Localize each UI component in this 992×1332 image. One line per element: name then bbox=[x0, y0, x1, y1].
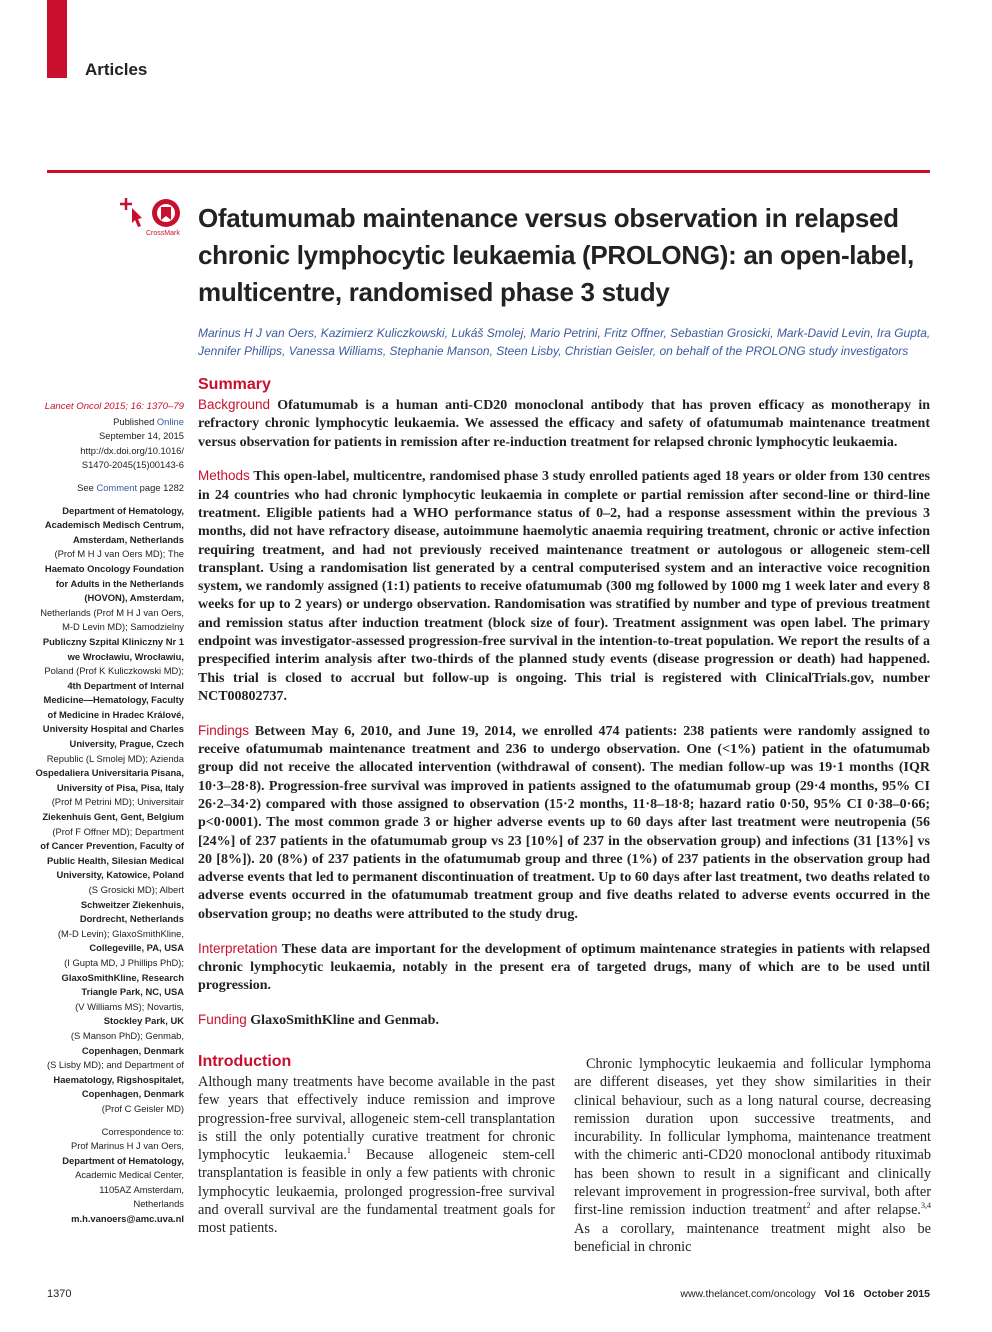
affiliation-line: we Wrocławiu, Wrocławiu, bbox=[67, 650, 184, 662]
affiliation-line: Copenhagen, Denmark bbox=[81, 1044, 184, 1056]
affiliation-line: Amsterdam, Netherlands bbox=[73, 533, 184, 545]
correspondence-line: Correspondence to: bbox=[101, 1125, 184, 1137]
affiliation-line: Poland (Prof K Kuliczkowski MD); bbox=[44, 665, 184, 677]
intro-column-2: Chronic lymphocytic leukaemia and follicular lymphoma are different diseases, yet they show similarities in their clinical behaviour, such as a long natural course, decreasing remission duration upon successive treatments, and incurability. In follicular lymphoma, maintenance treatment with the chimeric anti-CD20 monoclonal antibody rituximab has been shown to result in a significant and clinically relevant improvement in progression-free survival, both after first-line remission induction treatment$^2$ and after relapse.$^{3,4}$ As a corollary, maintenance treatment might also be beneficial in chronic bbox=[574, 1056, 931, 1255]
affiliation-line: (M-D Levin); GlaxoSmithKline, bbox=[57, 927, 184, 939]
funding-label: Funding bbox=[198, 1011, 247, 1027]
abstract-background bbox=[198, 396, 930, 452]
affiliation-line: of Medicine in Hradec Králové, bbox=[47, 708, 184, 720]
affiliation-line: (HOVON), Amsterdam, bbox=[84, 592, 184, 604]
affiliation-line: (S Lisby MD); and Department of bbox=[46, 1059, 184, 1071]
affiliation-line: Triangle Park, NC, USA bbox=[81, 986, 184, 998]
page-number: 1370 bbox=[47, 1288, 72, 1300]
affiliation-line: M-D Levin MD); Samodzielny bbox=[62, 621, 184, 633]
affiliation-line: (I Gupta MD, J Phillips PhD); bbox=[64, 956, 184, 968]
correspondence-line: Prof Marinus H J van Oers, bbox=[70, 1140, 184, 1152]
affiliation-line: (Prof M H J van Oers MD); The bbox=[54, 548, 184, 560]
affiliation-line: Stockley Park, UK bbox=[103, 1015, 184, 1027]
affiliation-line: Ziekenhuis Gent, Gent, Belgium bbox=[42, 811, 184, 823]
affiliation-line: 4th Department of Internal bbox=[67, 679, 184, 691]
affiliation-line: Haemato Oncology Foundation bbox=[44, 562, 184, 574]
doi-line-2[interactable]: S1470-2045(15)00143-6 bbox=[81, 459, 184, 471]
interpretation-text: These data are important for the development of optimum maintenance strategies in patients with relapsed chronic lymphocytic leukaemia, notably in the present era of targeted drugs, many of which are to be used until progression. bbox=[198, 941, 930, 994]
abstract-funding bbox=[198, 1011, 930, 1030]
affiliation-line: Department of Hematology, bbox=[62, 504, 184, 516]
footer-volume: Vol 16 bbox=[824, 1288, 855, 1300]
correspondence-line: 1105AZ Amsterdam, bbox=[99, 1183, 184, 1195]
funding-text: GlaxoSmithKline and Genmab. bbox=[250, 1012, 439, 1028]
footer-journal-info bbox=[680, 1288, 930, 1300]
reference-marker: 1 bbox=[346, 1146, 351, 1156]
affiliation-line: (S Grosicki MD); Albert bbox=[88, 884, 184, 895]
correspondence-line: Academic Medical Center, bbox=[75, 1169, 184, 1181]
abstract-findings bbox=[198, 722, 930, 924]
article-title: Ofatumumab maintenance versus observation in relapsed chronic lymphocytic leukaemia (PROLONG): an open-label, multicentre, randomised phase 3 study bbox=[198, 203, 914, 307]
findings-label: Findings bbox=[198, 722, 250, 738]
sidebar bbox=[20, 400, 184, 1227]
background-label: Background bbox=[198, 397, 271, 412]
reference-marker: 3,4 bbox=[921, 1201, 931, 1211]
section-label: Articles bbox=[85, 60, 148, 79]
affiliation-line: GlaxoSmithKline, Research bbox=[61, 971, 184, 983]
affiliation-line: (Prof M Petrini MD); Universitair bbox=[51, 796, 184, 808]
comment-link[interactable]: Comment bbox=[96, 481, 138, 493]
correspondence bbox=[20, 1125, 184, 1213]
affiliation-line: University of Pisa, Pisa, Italy bbox=[56, 781, 184, 793]
summary-heading: Summary bbox=[198, 376, 271, 393]
introduction-heading: Introduction bbox=[198, 1053, 292, 1070]
header-rule bbox=[47, 170, 930, 173]
affiliation-line: (Prof C Geisler MD) bbox=[101, 1102, 184, 1114]
affiliation-line: University, Katowice, Poland bbox=[56, 869, 184, 881]
affiliation-line: University Hospital and Charles bbox=[42, 723, 184, 735]
methods-label: Methods bbox=[198, 468, 250, 484]
abstract-interpretation bbox=[198, 940, 930, 996]
author-list: Marinus H J van Oers, Kazimierz Kuliczkowski, Lukáš Smolej, Mario Petrini, Fritz Offner, Sebastian Grosicki, Mark-David Levin, Ira Gupta, Jennifer Phillips, Vanessa Williams, Stephanie Manson, Steen Lisby, Christian Geisler, on behalf of the PROLONG study investigators bbox=[198, 326, 931, 358]
abstract-methods bbox=[198, 467, 930, 706]
affiliation-line: Ospedaliera Universitaria Pisana, bbox=[35, 767, 184, 779]
affiliation-line: Collegeville, PA, USA bbox=[89, 942, 184, 954]
interpretation-label: Interpretation bbox=[198, 940, 278, 956]
affiliation-line: Republic (L Smolej MD); Azienda bbox=[46, 752, 184, 764]
abstract bbox=[198, 396, 930, 1046]
methods-text: This open-label, multicentre, randomised phase 3 study enrolled patients aged 18 years or older from 130 centres in 24 countries who had chronic lymphocytic leukaemia in complete or partial remission after second-line or third-line treatment. Eligible patients had a WHO performance status of 0–2, had a response assessment within the previous 3 months, did not have refractory disease, autoimmune haemolytic anaemia requiring treatment, chronic or active infection requiring treatment, and had not previously received maintenance treatment or autologous or allogeneic stem-cell transplant. Using a randomisation list generated by a central computerised system and an interactive voice recognition system, we randomly assigned (1:1) patients to receive ofatumumab (300 mg followed by 1000 mg 1 week later and every 8 weeks for up to 2 years) or undergo observation. Randomisation was stratified by number and type of previous treatment and remission status after induction treatment (block size of four). Treatment assignment was open label. The primary endpoint was investigator-assessed progression-free survival in the intention-to-treat population. We report the results of a prespecified interim analysis after two-thirds of the planned study events (disease progression or death) had happened. This trial is closed to accrual but follow-up is ongoing. This trial is registered with ClinicalTrials.gov, number NCT00802737. bbox=[198, 469, 930, 704]
correspondence-line: Department of Hematology, bbox=[62, 1154, 184, 1166]
reference-marker: 2 bbox=[806, 1201, 811, 1211]
footer-date: October 2015 bbox=[863, 1288, 930, 1300]
affiliation-line: Medicine—Hematology, Faculty bbox=[43, 694, 184, 706]
footer-url[interactable]: www.thelancet.com/oncology bbox=[680, 1288, 816, 1300]
affiliation-line: (V Williams MS); Novartis, bbox=[75, 1000, 184, 1012]
affiliation-line: Publiczny Szpital Kliniczny Nr 1 bbox=[42, 635, 184, 647]
correspondence-line: Netherlands bbox=[133, 1198, 184, 1210]
affiliation-line: University, Prague, Czech bbox=[69, 738, 184, 750]
see-comment: See Comment page 1282 bbox=[77, 481, 184, 493]
published-online-link[interactable]: Online bbox=[156, 415, 184, 427]
affiliation-line: of Cancer Prevention, Faculty of bbox=[40, 840, 184, 852]
crossmark-label: CrossMark bbox=[146, 230, 180, 237]
affiliation-line: Academisch Medisch Centrum, bbox=[44, 519, 184, 531]
affiliation-line: Schweitzer Ziekenhuis, bbox=[80, 898, 184, 910]
affiliation-line: Netherlands (Prof M H J van Oers, bbox=[40, 606, 184, 618]
doi-line-1[interactable]: http://dx.doi.org/10.1016/ bbox=[80, 444, 184, 456]
affiliation-line: for Adults in the Netherlands bbox=[55, 577, 184, 589]
crossmark-badge[interactable] bbox=[120, 196, 190, 240]
published-line: Published Online bbox=[113, 415, 184, 427]
correspondence-email[interactable]: m.h.vanoers@amc.uva.nl bbox=[71, 1213, 184, 1225]
affiliation-line: Public Health, Silesian Medical bbox=[46, 854, 184, 866]
background-text: Ofatumumab is a human anti-CD20 monoclonal antibody that has proven efficacy as monotherapy in refractory chronic lymphocytic leukaemia. We assessed the efficacy and safety of ofatumumab maintenance treatment versus observation for patients in remission after re-induction treatment for relapsed chronic lymphocytic leukaemia. bbox=[198, 398, 931, 450]
intro-column-1: Although many treatments have become available in the past few years that effectively induce remission and improve progression-free survival, allogeneic stem-cell transplantation is still the only potentially curative treatment for chronic lymphocytic leukaemia.$^1$ Because allogeneic stem-cell transplantation is feasible in only a few patients with chronic lymphocytic leukaemia, prolonged progression-free survival and overall survival are the fundamental treatment goals for most patients. bbox=[198, 1074, 555, 1237]
affiliation-line: (Prof F Offner MD); Department bbox=[52, 825, 184, 837]
affiliation-line: Haematology, Rigshospitalet, bbox=[53, 1073, 184, 1085]
findings-text: Between May 6, 2010, and June 19, 2014, we enrolled 474 patients: 238 patients were randomly assigned to receive ofatumumab maintenance treatment and 236 to undergo observation. One (<1%) patient in the ofatumumab group did not receive the allocated intervention (withdrawal of consent). The median follow-up was 19·1 months (IQR 10·3–28·8). Progression-free survival was improved in patients assigned to the ofatumumab group (29·4 months, 95% CI 26·2–34·2) compared with those assigned to observation (15·2 months, 11·8–18·8; hazard ratio 0·50, 95% CI 0·38–0·66; p<0·0001). The most common grade 3 or higher adverse events up to 60 days after last treatment were neutropenia (56 [24%] of 237 patients in the ofatumumab group vs 23 [10%] of 237 in the observation group) and infections (31 [13%] vs 20 [8%]). 20 (8%) of 237 patients in the ofatumumab group and three (1%) of 237 patients in the observation group had adverse events that led to permanent discontinuation of treatment. Up to 60 days after last treatment, two deaths related to adverse events occurred in the ofatumumab treatment group and five deaths related to adverse events occurred in the observation group; no deaths were attributed to the study drug. bbox=[198, 723, 930, 922]
affiliation-line: (S Manson PhD); Genmab, bbox=[70, 1029, 184, 1041]
published-date: September 14, 2015 bbox=[99, 430, 184, 442]
affiliation-line: Copenhagen, Denmark bbox=[81, 1088, 184, 1100]
header-accent-bar bbox=[47, 0, 67, 78]
affiliations bbox=[20, 504, 184, 1117]
affiliation-line: Dordrecht, Netherlands bbox=[79, 913, 184, 925]
journal-citation: Lancet Oncol 2015; 16: 1370–79 bbox=[44, 401, 184, 412]
